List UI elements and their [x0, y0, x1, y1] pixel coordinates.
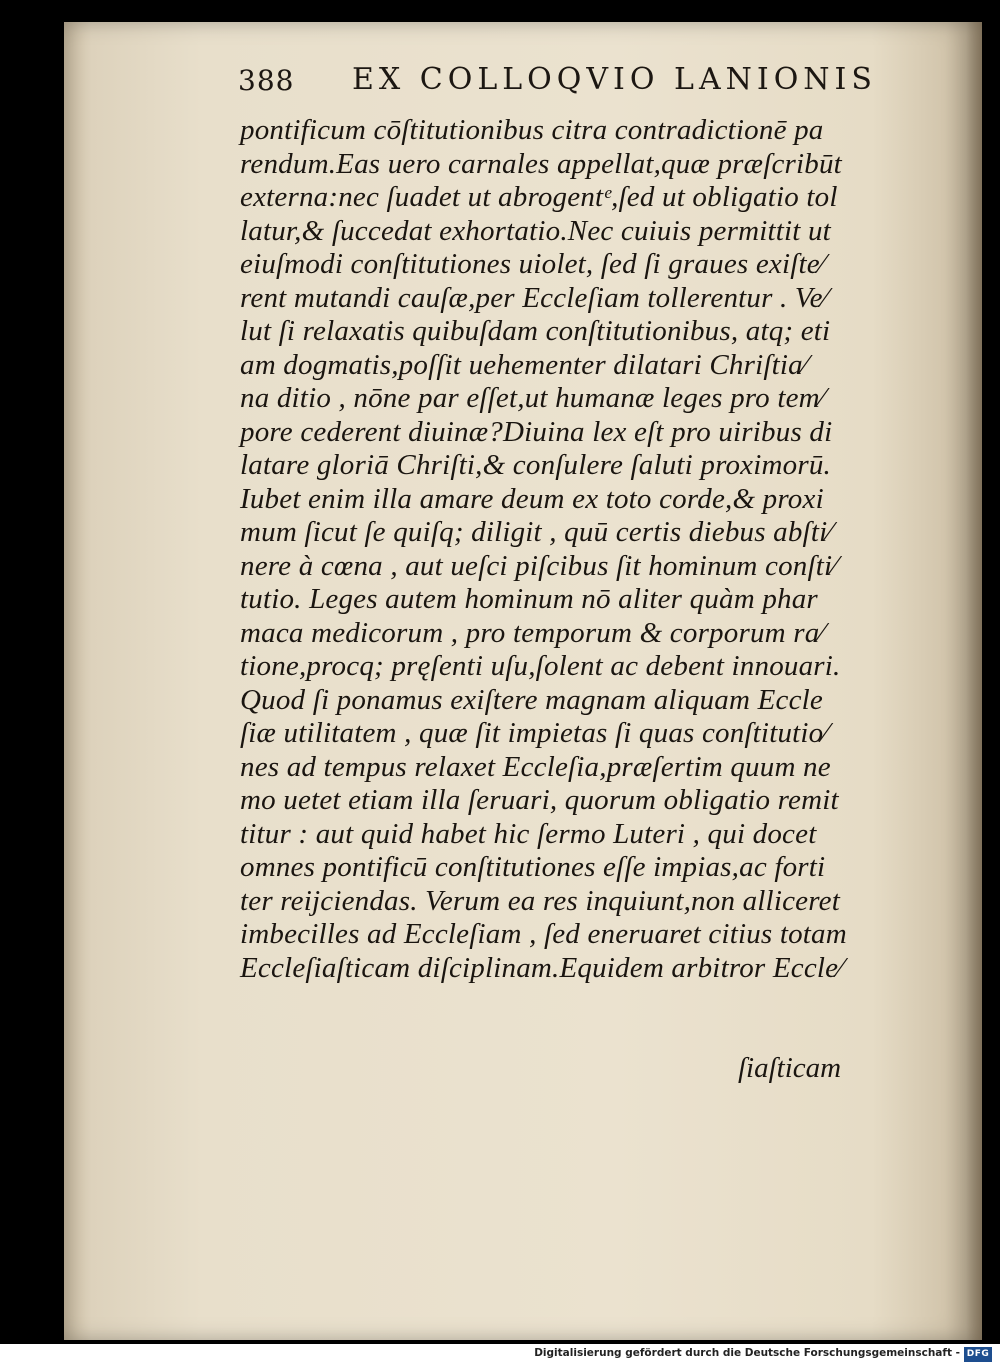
- digitization-footer: [0, 1344, 1000, 1366]
- text-line: titur : aut quid habet hic ſermo Luteri , qui docet: [240, 817, 817, 850]
- text-line: nes ad tempus relaxet Eccleſia,præſertim quum ne: [240, 750, 831, 783]
- text-line: maca medicorum , pro temporum & corporum ra⁄: [240, 616, 825, 649]
- text-line: latur,& ſuccedat exhortatio.Nec cuiuis permittit ut: [240, 214, 831, 247]
- text-line: mum ſicut ſe quiſq; diligit , quū certis diebus abſti⁄: [240, 516, 833, 548]
- text-line: imbecilles ad Eccleſiam , ſed eneruaret citius totam: [240, 918, 847, 950]
- text-line: lut ſi relaxatis quibuſdam conſtitutionibus, atq; eti: [240, 315, 831, 347]
- text-line: pore cederent diuinæ?Diuina lex eſt pro uiribus di: [240, 415, 833, 448]
- catchword: ſiaſticam: [738, 1052, 842, 1084]
- running-title: EX COLLOQVIO LANIONIS: [352, 62, 877, 97]
- text-line: rendum.Eas uero carnales appellat,quæ præſcribūt: [240, 147, 842, 180]
- text-line: na ditio , nōne par eſſet,ut humanæ leges pro tem⁄: [240, 382, 825, 414]
- body-text: [240, 114, 880, 985]
- text-line: latare gloriā Chriſti,& conſulere ſaluti proximorū.: [240, 449, 831, 481]
- text-line: omnes pontificū conſtitutiones eſſe impias,ac forti: [240, 851, 826, 883]
- running-header: [238, 62, 877, 110]
- funding-credit: Digitalisierung gefördert durch die Deutsche Forschungsgemeinschaft -: [534, 1347, 960, 1359]
- text-line: rent mutandi cauſæ,per Eccleſiam tollerentur . Ve⁄: [240, 281, 828, 314]
- page-edge-shadow: [966, 22, 982, 1340]
- text-line: pontificum cōſtitutionibus citra contradictionē pa: [240, 114, 824, 146]
- text-line: nere à cœna , aut ueſci piſcibus ſit hominum conſti⁄: [240, 549, 838, 582]
- text-line: Eccleſiaſticam diſciplinam.Equidem arbitror Eccle⁄: [240, 951, 844, 984]
- text-line: Quod ſi ponamus exiſtere magnam aliquam Eccle: [240, 683, 823, 716]
- text-line: am dogmatis,poſſit uehementer dilatari Chriſtia⁄: [240, 348, 808, 381]
- text-line: ter reijciendas. Verum ea res inquiunt,non alliceret: [240, 884, 840, 917]
- text-line: tione,procq; pręſenti uſu,ſolent ac debent innouari.: [240, 650, 841, 682]
- text-line: Iubet enim illa amare deum ex toto corde,& proxi: [240, 482, 824, 515]
- text-line: tutio. Leges autem hominum nō aliter quàm phar: [240, 583, 818, 615]
- text-line: mo uetet etiam illa ſeruari, quorum obligatio remit: [240, 784, 839, 816]
- text-line: externa:nec ſuadet ut abrogentᵉ,ſed ut obligatio tol: [240, 181, 838, 213]
- dfg-logo: DFG: [964, 1347, 992, 1362]
- text-line: ſiæ utilitatem , quæ ſit impietas ſi quas conſtitutio⁄: [240, 717, 829, 749]
- text-line: eiuſmodi conſtitutiones uiolet, ſed ſi graues exiſte⁄: [240, 248, 825, 280]
- page-number: 388: [238, 64, 295, 97]
